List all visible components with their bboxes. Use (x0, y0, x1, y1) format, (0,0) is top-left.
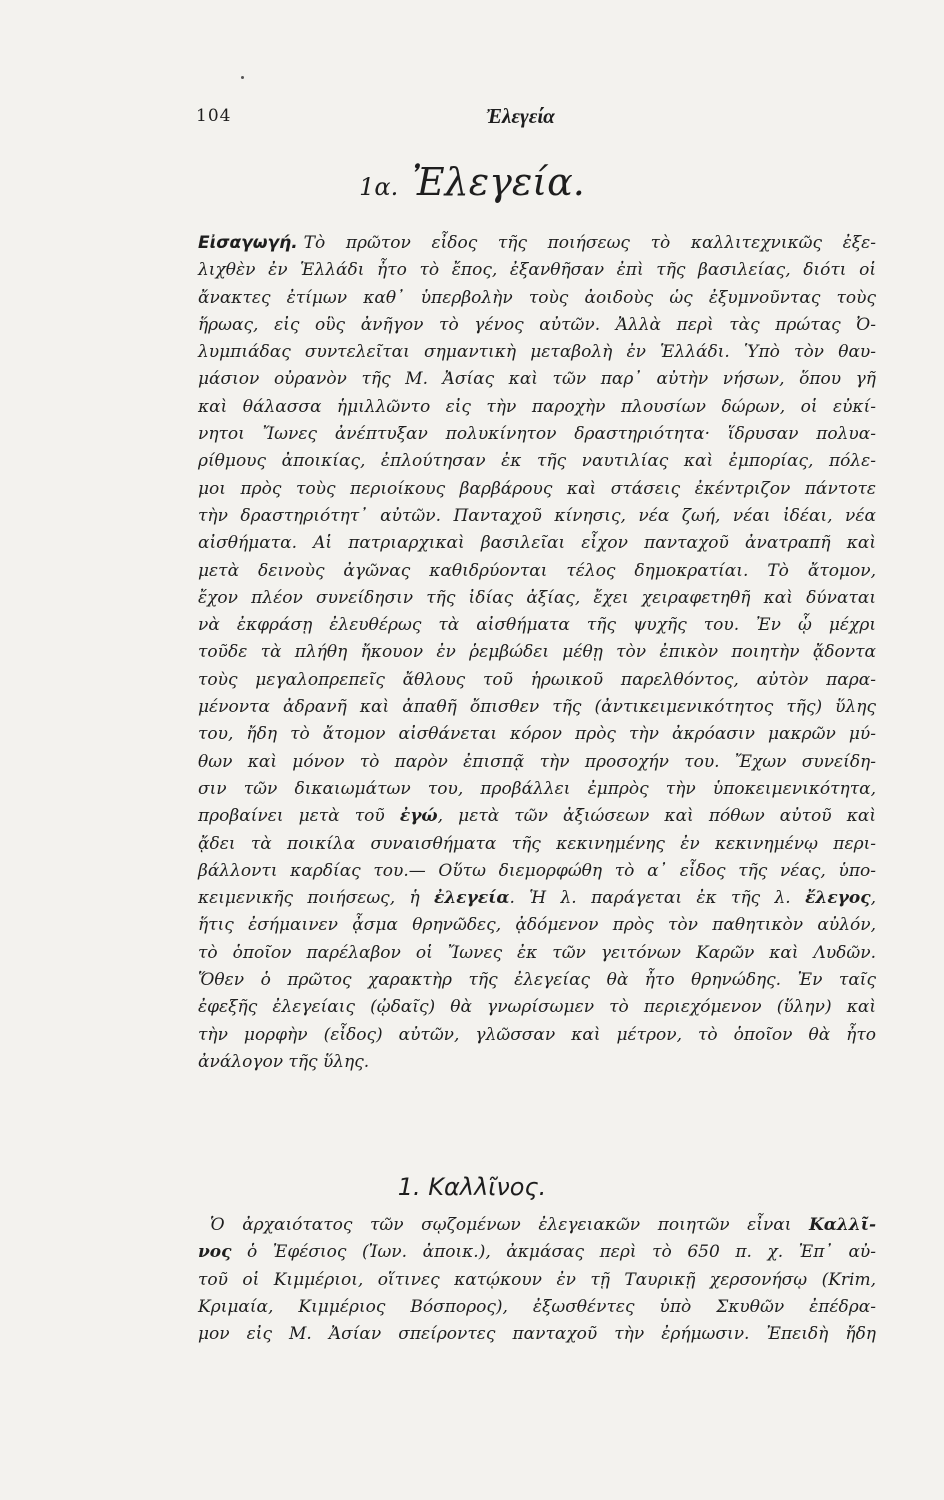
text-line: Ὁ ἀρχαιότατος τῶν σῳζομένων ἐλεγειακῶν ποιητῶν εἶναι Καλλῖ- (210, 1215, 876, 1235)
text-line: καὶ θάλασσα ἡμιλλῶντο εἰς τὴν παροχὴν πλουσίων δώρων, οἱ εὐκί- (198, 396, 876, 417)
text-line: μένοντα ἀδρανῆ καὶ ἀπαθῆ ὄπισθεν τῆς (ἀντικειμενικότητος τῆς) ὕλης (198, 697, 876, 718)
text-line: ἥτις ἐσήμαινεν ᾆσμα θρηνῶδες, ᾀδόμενον πρὸς τὸν παθητικὸν αὐλόν, (198, 915, 876, 936)
text-line: τὴν δραστηριότητ᾽ αὐτῶν. Πανταχοῦ κίνησις, νέα ζωή, νέαι ἰδέαι, νέα (198, 505, 876, 526)
section-title: 1. Καλλῖνος. (397, 1173, 547, 1201)
text-line: θων καὶ μόνον τὸ παρὸν ἐπισπᾷ τὴν προσοχήν του. Ἔχων συνείδη- (198, 751, 876, 772)
text-line: ἔχον πλέον συνείδησιν τῆς ἰδίας ἀξίας, ἔχει χειραφετηθῆ καὶ δύναται (198, 587, 876, 608)
chapter-title-text: Ἐλεγεία. (412, 160, 585, 204)
text-line: ρίθμους ἀποικίας, ἐπλούτησαν ἐκ τῆς ναυτιλίας καὶ ἐμπορίας, πόλε- (198, 451, 876, 472)
text-line: τὸ ὁποῖον παρέλαβον οἱ Ἴωνες ἐκ τῶν γειτόνων Καρῶν καὶ Λυδῶν. (198, 942, 876, 963)
text-line: του, ἤδη τὸ ἄτομον αἰσθάνεται κόρον πρὸς τὴν ἀκρόασιν μακρῶν μύ- (198, 724, 876, 745)
introduction-paragraph (198, 230, 876, 1076)
text-line: μοι πρὸς τοὺς περιοίκους βαρβάρους καὶ στάσεις ἐκέντριζον πάντοτε (198, 478, 876, 499)
text-line: νὰ ἐκφράσῃ ἐλευθέρως τὰ αἰσθήματα τῆς ψυχῆς του. Ἐν ᾧ μέχρι (198, 615, 876, 636)
text-line: κειμενικῆς ποιήσεως, ἡ ἐλεγεία. Ἡ λ. παράγεται ἐκ τῆς λ. ἔλεγος, (198, 888, 877, 909)
text-line: ᾄδει τὰ ποικίλα συναισθήματα τῆς κεκινημένης ἐν κεκινημένῳ περι- (198, 833, 876, 854)
chapter-title (0, 160, 944, 204)
text-line: μον εἰς Μ. Ἀσίαν σπείροντες πανταχοῦ τὴν ἐρήμωσιν. Ἐπειδὴ ἤδη (198, 1324, 876, 1345)
text-line: μετὰ δεινοὺς ἀγῶνας καθιδρύονται τέλος δημοκρατίαι. Τὸ ἄτομον, (198, 560, 876, 581)
text-line: τοῦ οἱ Κιμμέριοι, οἵτινες κατῴκουν ἐν τῇ Ταυρικῇ χερσονήσῳ (Krim, (198, 1269, 876, 1290)
text-line: λιχθὲν ἐν Ἑλλάδι ἦτο τὸ ἔπος, ἐξανθῆσαν ἐπὶ τῆς βασιλείας, διότι οἱ (198, 260, 876, 281)
bold-term: νος (198, 1242, 232, 1263)
text-line: τοῦδε τὰ πλήθη ἤκουον ἐν ῥεμβώδει μέθῃ τὸν ἐπικὸν ποιητὴν ᾄδοντα (198, 642, 876, 663)
bold-term: ἐλεγεία (434, 888, 510, 909)
text-line: τὴν μορφὴν (εἶδος) αὐτῶν, γλῶσσαν καὶ μέτρον, τὸ ὁποῖον θὰ ἦτο (198, 1024, 876, 1045)
text-line: νος ὁ Ἐφέσιος (Ἰων. ἀποικ.), ἀκμάσας περὶ τὸ 650 π. χ. Ἐπ᾽ αὐ- (198, 1242, 876, 1263)
text-line: σιν τῶν δικαιωμάτων του, προβάλλει ἐμπρὸς τὴν ὑποκειμενικότητα, (198, 778, 876, 799)
text-line: ἥρωας, εἰς οὓς ἀνῆγον τὸ γένος αὐτῶν. Ἀλλὰ περὶ τὰς πρώτας Ὀ- (198, 314, 876, 335)
text-line: Εἰσαγωγή. Τὸ πρῶτον εἶδος τῆς ποιήσεως τὸ καλλιτεχνικῶς ἐξε- (198, 233, 876, 253)
bold-term: Καλλῖ- (809, 1215, 876, 1235)
running-head: Ἐλεγεία (486, 104, 555, 128)
page-number: 104 (196, 106, 232, 126)
chapter-number: 1α. (359, 173, 399, 201)
text-line: μάσιον οὐρανὸν τῆς Μ. Ἀσίας καὶ τῶν παρ᾽ αὐτὴν νήσων, ὅπου γῆ (198, 369, 876, 390)
text-line: Ὅθεν ὁ πρῶτος χαρακτὴρ τῆς ἐλεγείας θὰ ἦτο θρηνώδης. Ἐν ταῖς (198, 970, 876, 991)
paper-speck (241, 76, 244, 79)
bold-term: ἔλεγος (805, 888, 871, 909)
bold-term: ἐγώ (399, 806, 438, 827)
text-line: προβαίνει μετὰ τοῦ ἐγώ, μετὰ τῶν ἀξιώσεων καὶ πόθων αὐτοῦ καὶ (198, 806, 876, 827)
body-paragraph (198, 1212, 876, 1348)
text-line: βάλλοντι καρδίας του.— Οὕτω διεμορφώθη τὸ α᾽ εἶδος τῆς νέας, ὑπο- (198, 860, 876, 881)
text-line: ἀνάλογον τῆς ὕλης. (198, 1051, 370, 1072)
introduction-lead: Εἰσαγωγή. (198, 233, 298, 253)
text-line: ἐφεξῆς ἐλεγείαις (ᾠδαῖς) θὰ γνωρίσωμεν τὸ περιεχόμενον (ὕλην) καὶ (198, 997, 876, 1018)
text-line: Κριμαία, Κιμμέριος Βόσπορος), ἐξωσθέντες ὑπὸ Σκυθῶν ἐπέδρα- (198, 1296, 876, 1317)
text-line: ἄνακτες ἐτίμων καθ᾽ ὑπερβολὴν τοὺς ἀοιδοὺς ὡς ἐξυμνοῦντας τοὺς (198, 287, 876, 308)
text-line: λυμπιάδας συντελεῖται σημαντικὴ μεταβολὴ ἐν Ἑλλάδι. Ὑπὸ τὸν θαυ- (198, 342, 876, 363)
text-line: τοὺς μεγαλοπρεπεῖς ἄθλους τοῦ ἡρωικοῦ παρελθόντος, αὐτὸν παρα- (198, 669, 876, 690)
text-line: νητοι Ἴωνες ἀνέπτυξαν πολυκίνητον δραστηριότητα· ἵδρυσαν πολυα- (198, 424, 876, 445)
text-line: αἰσθήματα. Αἱ πατριαρχικαὶ βασιλεῖαι εἶχον πανταχοῦ ἀνατραπῆ καὶ (198, 533, 876, 554)
